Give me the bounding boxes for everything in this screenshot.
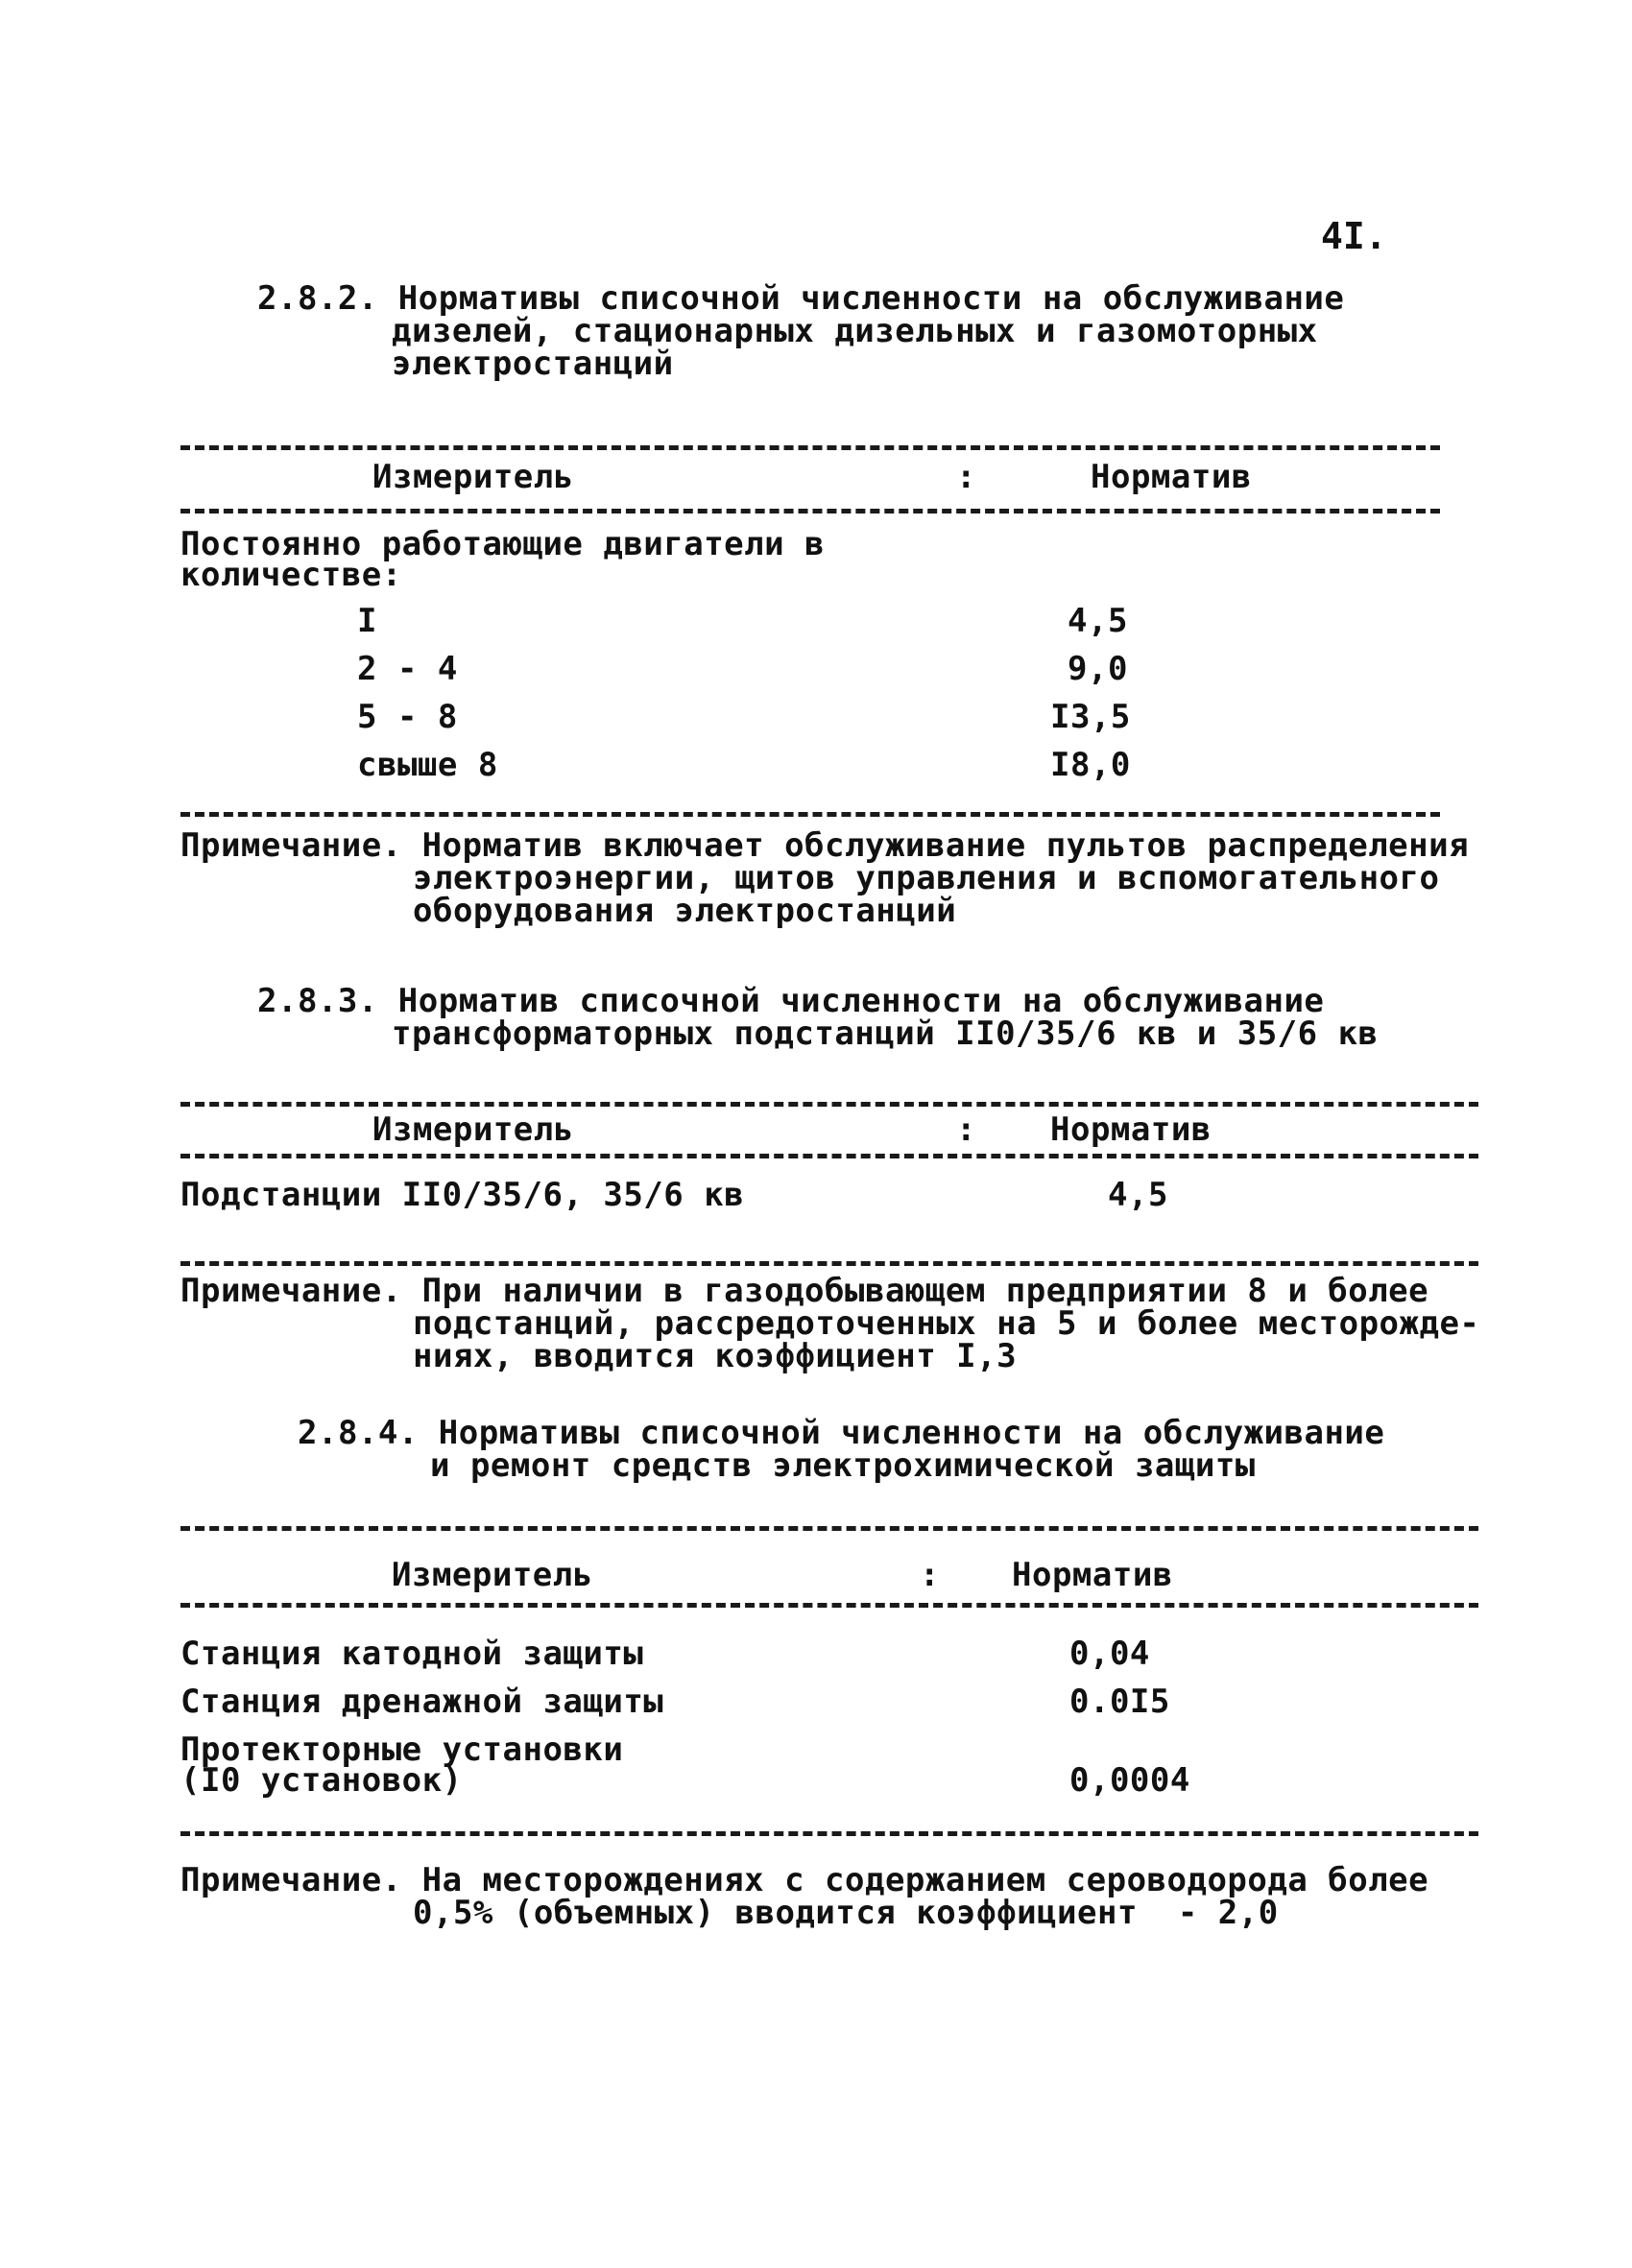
table-rule-bottom bbox=[180, 1831, 1478, 1836]
note-line-1: Примечание. На месторождениях с содержанием сероводорода более bbox=[180, 1861, 1429, 1899]
table-row-value: 4,5 bbox=[1068, 602, 1128, 640]
table-row-value: 9,0 bbox=[1068, 650, 1128, 688]
table-rule-top bbox=[180, 1526, 1478, 1531]
table-rule-bottom bbox=[180, 1261, 1478, 1266]
table-row-label: Протекторные установки bbox=[180, 1731, 624, 1769]
table-row-value: I8,0 bbox=[1050, 746, 1131, 784]
note-line-2: подстанций, рассредоточенных на 5 и более месторожде- bbox=[413, 1304, 1480, 1343]
table-row-label: 2 - 4 bbox=[357, 650, 458, 688]
section-heading-line-2: дизелей, стационарных дизельных и газомоторных bbox=[392, 312, 1318, 350]
table-row-label: Станция дренажной защиты bbox=[180, 1683, 664, 1721]
page-number: 4I. bbox=[1321, 215, 1387, 257]
table-row-value: 4,5 bbox=[1108, 1176, 1168, 1214]
column-header-norm: Норматив bbox=[1012, 1556, 1173, 1594]
table-row-value: 0,0004 bbox=[1069, 1761, 1190, 1800]
column-header-norm: Норматив bbox=[1050, 1110, 1212, 1149]
table-rule-top bbox=[180, 445, 1440, 450]
column-header-separator: : bbox=[956, 458, 976, 496]
column-header-measure: Измеритель bbox=[392, 1556, 593, 1594]
group-label-line-1: Постоянно работающие двигатели в bbox=[180, 525, 826, 563]
section-heading-line-3: электростанций bbox=[392, 345, 674, 383]
table-row-label: Подстанции II0/35/6, 35/6 кв bbox=[180, 1176, 745, 1214]
table-row-value: I3,5 bbox=[1050, 698, 1131, 736]
column-header-measure: Измеритель bbox=[372, 1110, 574, 1149]
section-heading-line-2: трансформаторных подстанций II0/35/6 кв и 35/6 кв bbox=[392, 1015, 1379, 1053]
section-heading-line-2: и ремонт средств электрохимической защиты bbox=[430, 1446, 1256, 1485]
table-row-label: Станция катодной защиты bbox=[180, 1635, 644, 1673]
table-row-label: (I0 установок) bbox=[180, 1761, 463, 1800]
section-heading-line-1: 2.8.3. Норматив списочной численности на обслуживание bbox=[257, 982, 1325, 1020]
section-heading-line-1: 2.8.4. Нормативы списочной численности на обслуживание bbox=[298, 1414, 1385, 1452]
note-line-2: электроэнергии, щитов управления и вспомогательного bbox=[413, 859, 1440, 897]
note-line-3: оборудования электростанций bbox=[413, 892, 957, 930]
note-line-3: ниях, вводится коэффициент I,3 bbox=[413, 1337, 1018, 1375]
table-rule-header bbox=[180, 1603, 1478, 1608]
table-rule-header bbox=[180, 1154, 1478, 1158]
table-row-label: 5 - 8 bbox=[357, 698, 458, 736]
table-rule-bottom bbox=[180, 812, 1440, 817]
group-label-line-2: количестве: bbox=[180, 556, 402, 594]
note-line-1: Примечание. Норматив включает обслуживание пультов распределения bbox=[180, 826, 1470, 865]
table-rule-header bbox=[180, 509, 1440, 513]
table-row-label: свыше 8 bbox=[357, 746, 498, 784]
note-line-1: Примечание. При наличии в газодобывающем предприятии 8 и более bbox=[180, 1272, 1429, 1310]
table-row-value: 0.0I5 bbox=[1069, 1683, 1170, 1721]
table-row-label: I bbox=[357, 602, 377, 640]
column-header-separator: : bbox=[956, 1110, 976, 1149]
note-line-2: 0,5% (объемных) вводится коэффициент - 2,0 bbox=[413, 1894, 1279, 1932]
column-header-separator: : bbox=[920, 1556, 940, 1594]
section-heading-line-1: 2.8.2. Нормативы списочной численности на обслуживание bbox=[257, 279, 1345, 318]
table-rule-top bbox=[180, 1102, 1478, 1107]
table-row-value: 0,04 bbox=[1069, 1635, 1150, 1673]
column-header-measure: Измеритель bbox=[372, 458, 574, 496]
column-header-norm: Норматив bbox=[1091, 458, 1252, 496]
